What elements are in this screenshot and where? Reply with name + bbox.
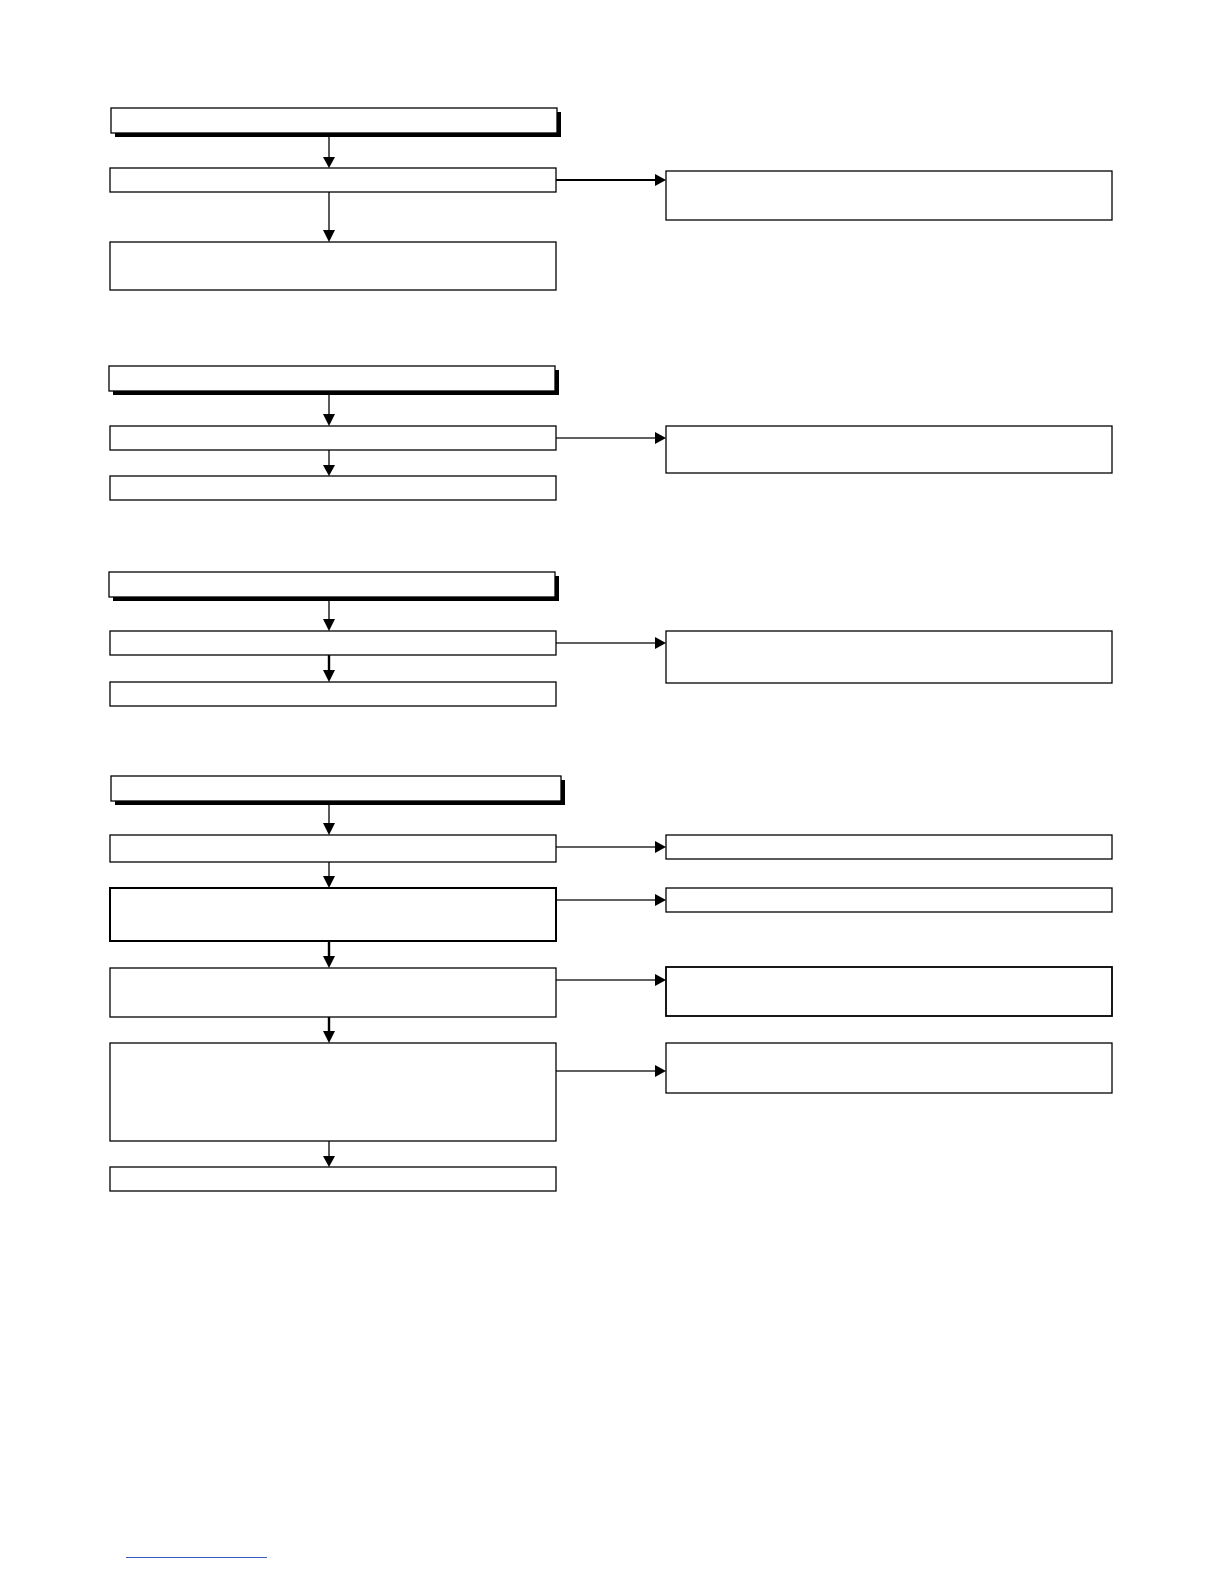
branch-box: [666, 631, 1112, 683]
flowchart-title-box: [109, 572, 555, 597]
step-box: [110, 682, 556, 706]
flowchart-3: [109, 572, 1112, 706]
arrowhead-right: [655, 841, 666, 853]
arrowhead-right: [655, 174, 666, 186]
arrowhead-down: [323, 876, 335, 888]
arrowhead-down: [323, 230, 335, 242]
step-box: [110, 835, 556, 862]
step-box: [110, 476, 556, 500]
step-box: [110, 1043, 556, 1141]
arrowhead-down: [323, 1156, 335, 1167]
flowchart-2: [109, 366, 1112, 500]
arrowhead-down: [323, 823, 335, 835]
step-box: [110, 1167, 556, 1191]
flowchart-title-box: [111, 776, 561, 801]
step-box: [110, 631, 556, 655]
arrowhead-down: [323, 157, 335, 168]
step-box: [110, 168, 556, 192]
arrowhead-right: [655, 894, 666, 906]
arrowhead-right: [655, 432, 666, 444]
arrowhead-down: [323, 956, 335, 968]
footer-rule: [126, 1557, 267, 1558]
arrowhead-down: [323, 670, 335, 682]
branch-box: [666, 1043, 1112, 1093]
branch-box: [666, 967, 1112, 1016]
branch-box: [666, 171, 1112, 220]
arrowhead-right: [655, 1065, 666, 1077]
arrowhead-down: [323, 619, 335, 631]
arrowhead-down: [323, 465, 335, 476]
arrowhead-down: [323, 1031, 335, 1043]
flowchart-1: [110, 108, 1112, 290]
branch-box: [666, 426, 1112, 473]
arrowhead-down: [323, 414, 335, 426]
branch-box: [666, 888, 1112, 912]
branch-box: [666, 835, 1112, 859]
step-box: [110, 426, 556, 450]
step-box: [110, 242, 556, 290]
step-box: [110, 888, 556, 941]
flowchart-4: [110, 776, 1112, 1191]
flowchart-title-box: [109, 366, 555, 391]
arrowhead-right: [655, 637, 666, 649]
step-box: [110, 968, 556, 1017]
arrowhead-right: [655, 974, 666, 986]
flowchart-title-box: [111, 108, 557, 133]
